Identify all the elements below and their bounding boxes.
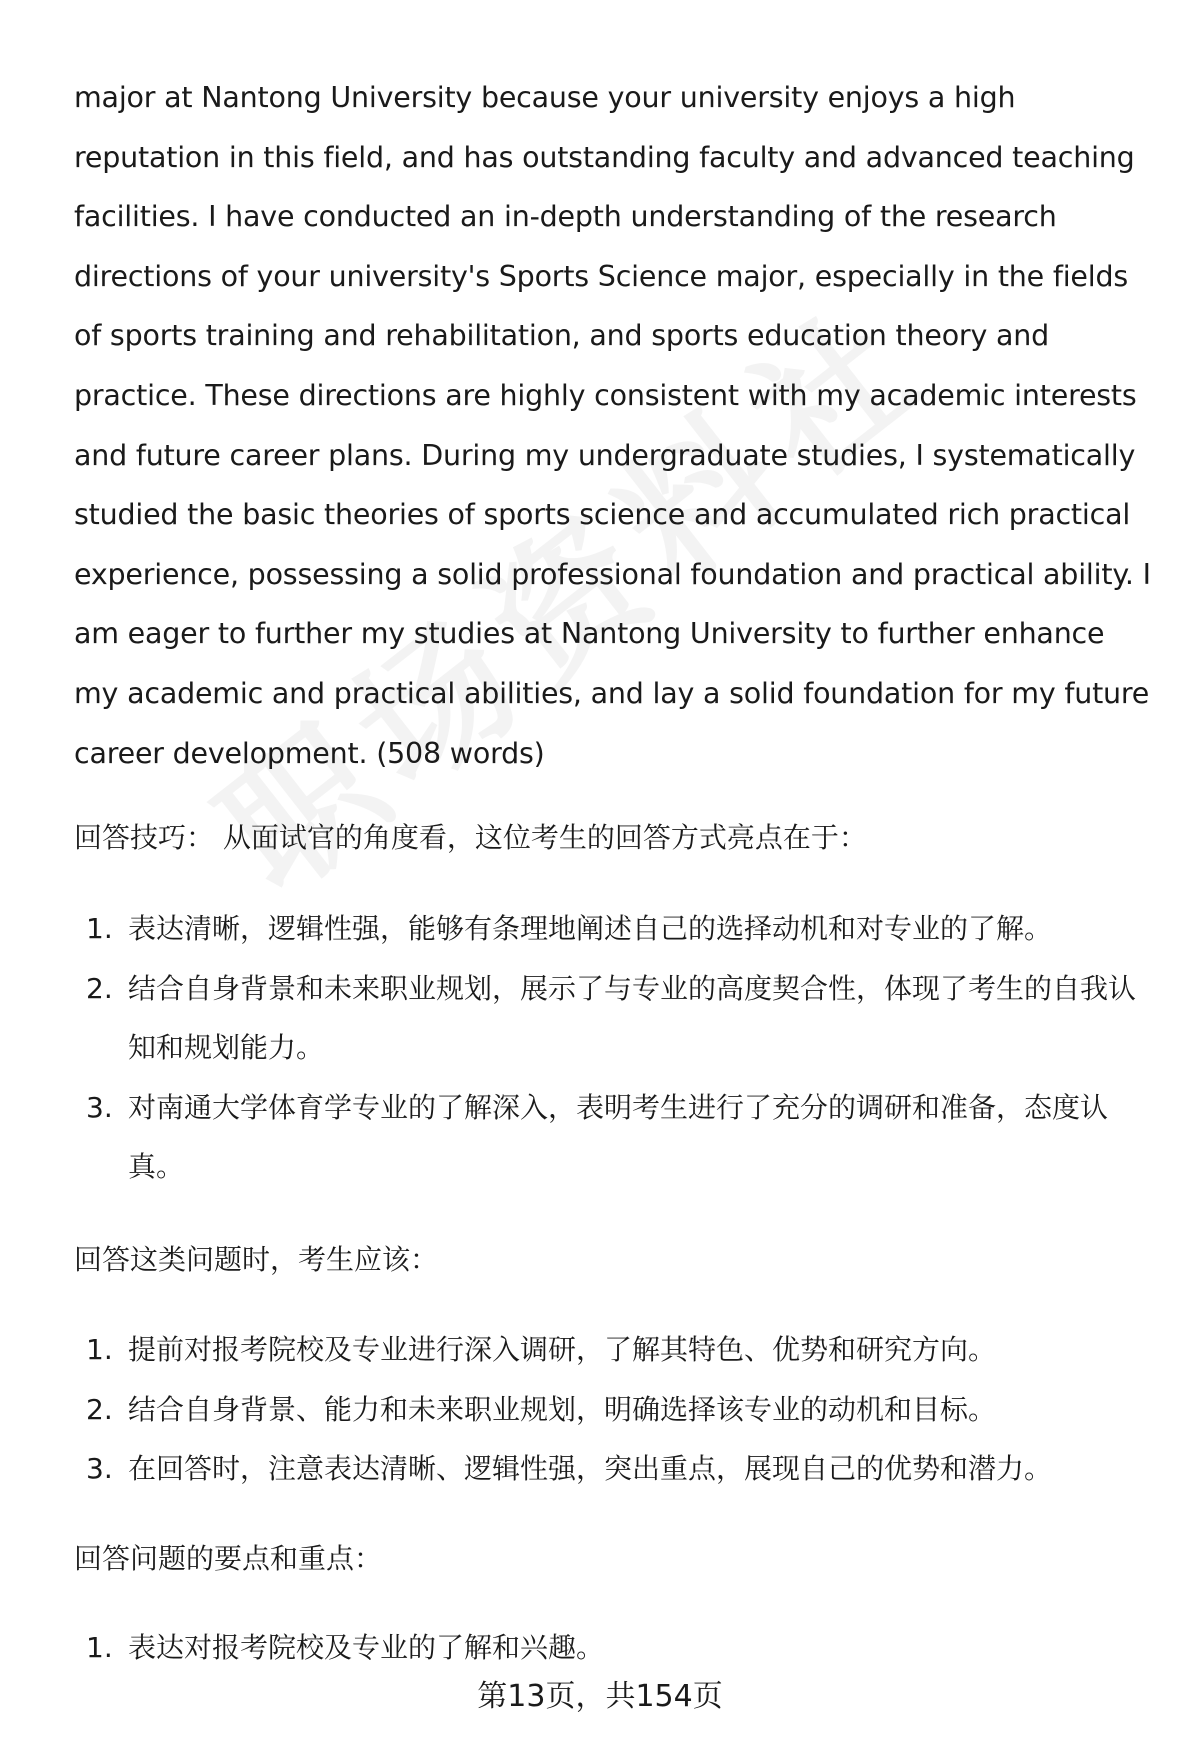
- list-item: [74, 899, 1154, 959]
- list-item-text: 结合自身背景和未来职业规划，展示了与专业的高度契合性，体现了考生的自我认知和规划能力。: [128, 971, 1137, 1065]
- list-item-text: 表达对报考院校及专业的了解和兴趣。: [128, 1631, 605, 1664]
- list-item: [74, 1320, 1154, 1380]
- list-number: 2.: [86, 1392, 113, 1426]
- list-item: [74, 1439, 1154, 1499]
- list-item: [74, 1078, 1154, 1197]
- list-item: [74, 959, 1154, 1078]
- list-item-text: 对南通大学体育学专业的了解深入，表明考生进行了充分的调研和准备，态度认真。: [128, 1090, 1109, 1184]
- section-title-tips: 回答技巧： 从面试官的角度看，这位考生的回答方式亮点在于：: [74, 821, 867, 854]
- list-item: [74, 1380, 1154, 1440]
- section-title-keypoints: 回答问题的要点和重点：: [74, 1542, 383, 1575]
- list-item: [74, 1618, 1154, 1678]
- intro-paragraph: major at Nantong University because your university enjoys a high reputation in this field, and has outstanding faculty and advanced teaching facilities. I have conducted an in-depth understanding of the research directions of your university's Sports Science major, especially in the fields of sports training and rehabilitation, and sports education theory and practice. These directions are highly consistent with my academic interests and future career plans. During my undergraduate studies, I systematically studied the basic theories of sports science and accumulated rich practical experience, possessing a solid professional foundation and practical ability. I am eager to further my studies at Nantong University to further enhance my academic and practical abilities, and lay a solid foundation for my future career development. (508 words): [74, 81, 1151, 770]
- list-number: 3.: [86, 1452, 113, 1486]
- list-number: 1.: [86, 1333, 113, 1366]
- answer-body: [74, 68, 1154, 783]
- list-item-text: 结合自身背景、能力和未来职业规划，明确选择该专业的动机和目标。: [128, 1392, 997, 1426]
- section-title-should: 回答这类问题时，考生应该：: [74, 1243, 439, 1276]
- list-number: 1.: [86, 1631, 113, 1664]
- should-list: [74, 1320, 1154, 1499]
- list-item-text: 提前对报考院校及专业进行深入调研，了解其特色、优势和研究方向。: [128, 1333, 997, 1366]
- keypoints-list: [74, 1618, 1154, 1678]
- list-item-text: 在回答时，注意表达清晰、逻辑性强，突出重点，展现自己的优势和潜力。: [128, 1452, 1053, 1486]
- tips-list: [74, 899, 1154, 1197]
- page-number-footer: 第13页，共154页: [477, 1679, 723, 1714]
- list-number: 2.: [86, 971, 113, 1005]
- list-number: 1.: [86, 912, 113, 945]
- list-number: 3.: [86, 1090, 113, 1124]
- list-item-text: 表达清晰，逻辑性强，能够有条理地阐述自己的选择动机和对专业的了解。: [128, 912, 1053, 945]
